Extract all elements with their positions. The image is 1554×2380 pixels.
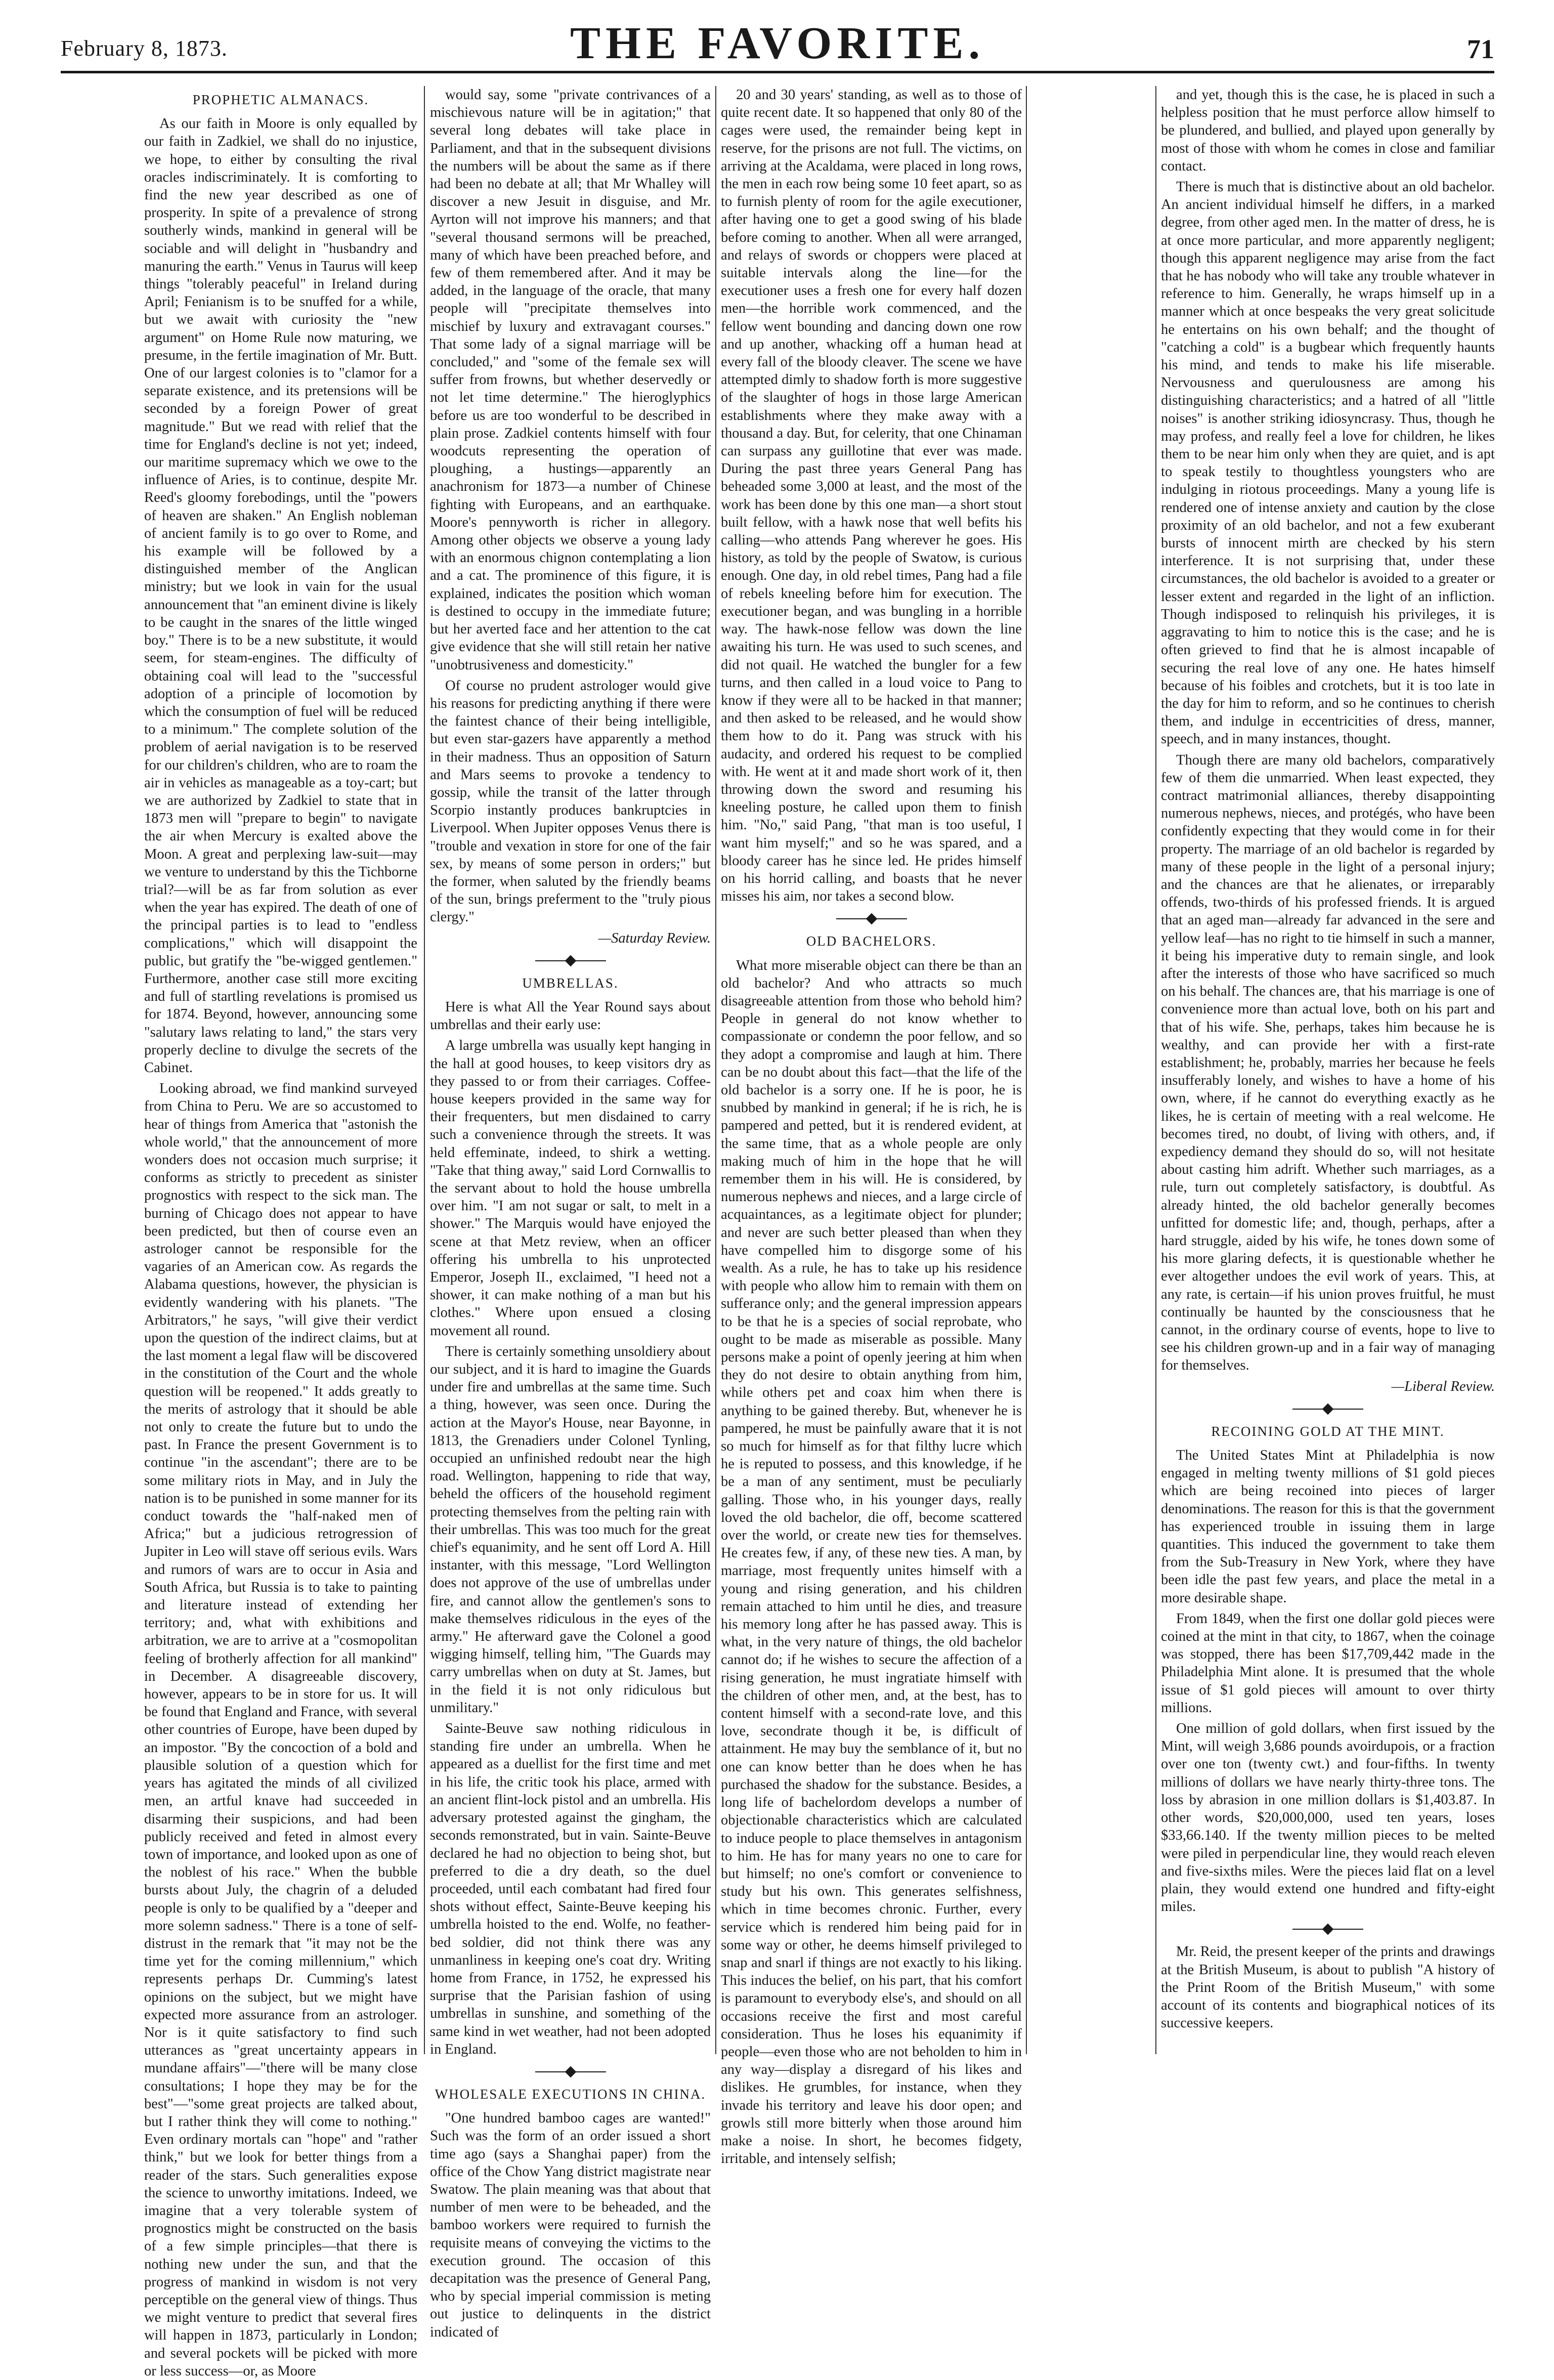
issue-date: February 8, 1873. xyxy=(61,36,228,61)
article-title-gold: RECOINING GOLD AT THE MINT. xyxy=(1211,1423,1445,1439)
paragraph: There is certainly something unsoldiery about our subject, and it is hard to imagine the Guards under fire and umbrellas at the same time. Such a thing, however, was seen once. During the action at the Mayor's House, near Bayonne, in 1813, the Grenadiers under Colonel Tynling, occupied an unfinished redoubt near the high road. Wellington, happening to ride that way, beheld the officers of the household regiment protecting themselves from the pelting rain with their umbrellas. This was too much for the great chief's equanimity, and he sent off Lord A. Hill instanter, with this message, "Lord Wellington does not approve of the use of umbrellas under fire, and cannot allow the gentlemen's sons to make themselves ridiculous in the eyes of the army." He afterward gave the Colonel a good wigging himself, telling him, "The Guards may carry umbrellas when on duty at St. James, but in the field it is not only ridiculous but unmilitary." xyxy=(430,1343,711,1716)
column-rule xyxy=(1026,86,1027,2054)
section-divider xyxy=(1292,1405,1363,1414)
column-3 xyxy=(721,86,1022,2167)
article-title-umbrellas: UMBRELLAS. xyxy=(522,975,619,991)
paragraph: "One hundred bamboo cages are wanted!" Such was the form of an order issued a short time ago (says a Shanghai paper) from the office of the Chow Yang district magistrate near Swatow. The plain meaning was that about that number of men were to be beheaded, and the bamboo workers were required to furnish the requisite means of conveying the victims to the execution ground. The occasion of this decapitation was the presence of General Pang, who by special imperial commission is meting out justice to delinquents in the district indicated of xyxy=(430,2110,711,2340)
column-rule xyxy=(715,86,716,2054)
article-title-executions: WHOLESALE EXECUTIONS IN CHINA. xyxy=(435,2086,706,2102)
paragraph: As our faith in Moore is only equalled by our faith in Zadkiel, we shall do no injustice, we hope, to either by consulting the rival oracles indiscriminately. It is comforting to find the new year described as one of prosperity. In spite of a prevalence of strong southerly winds, mankind in general will be sociable and will delight in "husbandry and manuring the earth." Venus in Taurus will keep things "tolerably peaceful" in Ireland during April; Fenianism is to be snuffed for a while, but we await with curiosity the "new argument" on Home Rule now maturing, we presume, in the fertile imagination of Mr. Butt. One of our largest colonies is to "clamor for a separate existence, and its pretensions will be seconded by a foreign Power of great magnitude." But we read with relief that the time for England's decline is not yet; indeed, our maritime supremacy which we owe to the influence of Aries, is to continue, despite Mr. Reed's gloomy forebodings, until the "powers of heaven are shaken." An English nobleman of ancient family is to go over to Rome, and his example will be followed by a distinguished member of the Anglican ministry; but we look in vain for the usual announcement that "an eminent divine is likely to be caught in the snares of the little winged boy." There is to be a new substitute, it would seem, for steam-engines. The difficulty of obtaining coal will lead to the "successful adoption of a principle of locomotion by which the consumption of fuel will be reduced to a minimum." The complete solution of the problem of aerial navigation is to be reserved for our children's children, who are to roam the air in vehicles as manageable as a toy-cart; but we are authorized by Zadkiel to state that in 1873 men will "prepare to begin" to navigate the air when Mercury is exalted above the Moon. A great and perplexing law-suit—may we venture to understand by this the Tichborne trial?—will be as far from solution as ever when the year has expired. The death of one of the principal parties is to lead to "endless complications," which will disappoint the public, but gratify the "be-wigged gentlemen." Furthermore, another case still more exciting and full of startling revelations is promised us for 1874. Beyond, however, announcing some "salutary laws relating to land," the stars very properly decline to divulge the secrets of the Cabinet. xyxy=(144,116,417,1076)
paragraph: Of course no prudent astrologer would give his reasons for predicting anything if there were the faintest chance of their being intelligible, but even star-gazers have apparently a method in their madness. Thus an opposition of Saturn and Mars seems to provoke a tendency to gossip, while the transit of the latter through Scorpio instantly produces bankruptcies in Liverpool. When Jupiter opposes Venus there is "trouble and vexation in store for one of the fair sex, by means of some person in orders;" but the former, when saluted by the friendly beams of the sun, brings preferment to the "truly pious clergy." xyxy=(430,677,711,925)
masthead-rule xyxy=(61,71,1494,73)
article-source: —Liberal Review. xyxy=(1391,1378,1495,1394)
paragraph: What more miserable object can there be than an old bachelor? And who attracts so much disagreeable attention from those who behold him? People in general do not know whether to compassionate or condemn the poor fellow, and so they adopt a compromise and laugh at him. There can be no doubt about this fact—that the life of the old bachelor is a sorry one. If he is poor, he is snubbed by mankind in general; if he is rich, he is pampered and petted, but it is rendered evident, at the same time, that as a whole people are only making much of him in the hope that he will remember them in his will. He is considered, by numerous nephews and nieces, and a large circle of acquaintances, as a legitimate object for plunder; and never are such better pleased than when they have compelled him to disgorge some of his wealth. As a rule, he has to take up his residence with people who allow him to remain with them on sufferance only; and the general impression appears to be that he is a species of social reprobate, who ought to be made as miserable as possible. Many persons make a point of openly jeering at him when they do not desire to obtain anything from him, while others pet and coax him when there is anything to be gained thereby. But, whenever he is pampered, he must be painfully aware that it is not so much for himself as for that filthy lucre which he is reputed to possess, and this knowledge, if he be a man of any sentiment, must be peculiarly galling. Those who, in his younger days, really loved the old bachelor, die off, become scattered over the world, or create new ties for themselves. He creates few, if any, of these new ties. A man, by marriage, most frequently unites himself with a young and rising generation, and his children remain attached to him until he dies, and treasure his memory long after he has passed away. This is what, in the very nature of things, the old bachelor cannot do; if he wishes to secure the affection of a rising generation, he must ingratiate himself with the children of other men, and, at the best, has to content himself with a second-rate love, and this love, secondrate though it be, is difficult of attainment. He may buy the semblance of it, but no one can know better than he does when he has purchased the shadow for the substance. Besides, a long life of bachelordom develops a number of objectionable characteristics which are calculated to induce people to place themselves in antagonism to him. He has for many years no one to care for but himself; no one's comfort or convenience to study but his own. This generates selfishness, which in time becomes chronic. Further, every service which is rendered him being paid for in some way or other, he deems himself privileged to snap and snarl if things are not exactly to his liking. This induces the belief, on his part, that his comfort is paramount to everybody else's, and should on all occasions receive the first and most careful consideration. Thus he loses his equanimity if people—even those who are not beholden to him in any way—display a disregard of his likes and dislikes. He grumbles, for instance, when they invade his territory and leave his door open; and growls still more bitterly when those around him make a noise. In short, he becomes fidgety, irritable, and intensely selfish; xyxy=(721,957,1022,2167)
article-title-almanacs: PROPHETIC ALMANACS. xyxy=(192,92,369,107)
paragraph: One million of gold dollars, when first issued by the Mint, will weigh 3,686 pounds avoirdupois, or a fraction over one ton (twenty cwt.) and four-fifths. In twenty millions of dollars we have nearly thirty-three tons. The loss by abrasion in one million dollars is $1,403.87. In other words, $20,000,000, used ten years, loses $33,66.140. If the twenty million pieces to be melted were piled in perpendicular line, they would reach eleven and five-sixths miles. Were the pieces laid flat on a level plain, they would extend one hundred and fifty-eight miles. xyxy=(1161,1721,1495,1915)
section-divider xyxy=(535,2067,606,2076)
column-4 xyxy=(1161,86,1495,2054)
column-rule xyxy=(424,86,425,2054)
paragraph: A large umbrella was usually kept hanging in the hall at good houses, to keep visitors dry as they passed to or from their carriages. Coffee-house keepers provided in the same way for their frequenters, but men disdained to carry such a convenience through the streets. It was held effeminate, indeed, to shirk a wetting. "Take that thing away," said Lord Cornwallis to the servant about to hold the house umbrella over him. "I am not sugar or salt, to melt in a shower." The Marquis would have enjoyed the scene at that Metz review, when an officer offering his umbrella to his unprotected Emperor, Joseph II., exclaimed, "I heed not a shower, it can make nothing of a man but his clothes." Where upon ensued a closing movement all round. xyxy=(430,1038,711,1339)
column-1 xyxy=(144,86,417,2379)
paragraph: Mr. Reid, the present keeper of the prints and drawings at the British Museum, is about to publish "A history of the Print Room of the British Museum," with some account of its contents and biographical notices of its successive keepers. xyxy=(1161,1944,1495,2031)
section-divider xyxy=(535,956,606,965)
masthead xyxy=(61,13,1494,68)
column-2 xyxy=(430,86,711,2340)
column-rule xyxy=(1155,86,1156,2054)
article-source: —Saturday Review. xyxy=(598,930,711,946)
paragraph: There is much that is distinctive about an old bachelor. An ancient individual himself he differs, in a marked degree, from other aged men. In the matter of dress, he is at once more particular, and more apparently negligent; though this apparent negligence may arise from the fact that he has nobody who will take any trouble whatever in reference to him. Generally, he wraps himself up in a manner which at once bespeaks the very great solicitude he entertains on his own behalf; and the thought of "catching a cold" is a bugbear which frequently haunts his mind, and tends to make his life miserable. Nervousness and querulousness are among his distinguishing characteristics; and a hatred of all "little noises" is another striking idiosyncrasy. Thus, though he may profess, and really feel a love for children, he likes them to be near him only when they are quiet, and is apt to speak testily to thoughtless youngsters who are indulging in riotous proceedings. Many a young life is rendered one of intense anxiety and caution by the close proximity of an old bachelor, and not a few exuberant bursts of innocent mirth are checked by his stern interference. It is not surprising that, under these circumstances, the old bachelor is avoided to a greater or lesser extent and regarded in the light of an infliction. Though indisposed to relinquish his privileges, it is aggravating to him to notice this is the case; and he is often grieved to find that he is almost incapable of securing the real love of any one. He hates himself because of his foibles and crotchets, but it is too late in the day for him to reform, and so he continues to cherish them, and indulge in eccentricities of dress, manner, speech, and in many instances, thought. xyxy=(1161,179,1495,747)
paragraph: From 1849, when the first one dollar gold pieces were coined at the mint in that city, to 1867, when the coinage was stopped, there has been $17,709,442 made in the Philadelphia Mint alone. It is presumed that the whole issue of $1 gold pieces will amount to over thirty millions. xyxy=(1161,1610,1495,1716)
paragraph: Though there are many old bachelors, comparatively few of them die unmarried. When least expected, they contract matrimonial alliances, thereby disappointing numerous nephews, nieces, and protégés, who have been confidently expecting that they would come in for their property. The marriage of an old bachelor is regarded by many of these people in the light of a personal injury; and the chances are that he alienates, or irreparably offends, two-thirds of his professed friends. It is argued that an aged man—already far advanced in the sere and yellow leaf—has no right to tie himself in such a manner, it being his imperative duty to remain single, and look after the interests of those who have sacrificed so much on his behalf. The chances are, that his marriage is one of convenience more than actual love, both on his part and that of his wife. She, perhaps, takes him because he is wealthy, and can provide her with a first-rate establishment; he, probably, marries her because he feels insufferably lonely, and wishes to have a home of his own, where, if he cannot do everything exactly as he likes, he is certain of meeting with a real welcome. He becomes tired, no doubt, of living with others, and, if expediency demand they should do so, will not hesitate about casting him adrift. Whether such marriages, as a rule, turn out completely satisfactory, is doubtful. As already hinted, the old bachelor generally becomes unfitted for domestic life; and, though, perhaps, after a hard struggle, aided by his wife, he tones down some of his more glaring defects, it is questionable whether he ever altogether undoes the evil work of years. This, at any rate, is certain—if his union proves fruitful, he must continually be haunted by the consciousness that he cannot, in the ordinary course of events, hope to live to see his children grown-up and in a fair way of managing for themselves. xyxy=(1161,752,1495,1374)
newspaper-title: THE FAVORITE. xyxy=(570,18,985,68)
section-divider xyxy=(836,914,907,923)
paragraph: 20 and 30 years' standing, as well as to those of quite recent date. It so happened that only 80 of the cages were used, the remainder being kept in reserve, for the prisons are not full. The victims, on arriving at the Acaldama, were placed in long rows, the men in each row being some 10 feet apart, so as to furnish plenty of room for the agile executioner, after having one to get a good swing of his blade before coming to another. When all were arranged, and relays of swords or choppers were placed at suitable intervals along the line—for the executioner uses a fresh one for every half dozen men—the horrible work commenced, and the fellow went bounding and dancing down one row and up another, whacking off a human head at every fall of the bloody cleaver. The scene we have attempted dimly to shadow forth is more suggestive of the slaughter of hogs in those large American establishments where they make away with a thousand a day. But, for celerity, that one Chinaman can surpass any guillotine that ever was made. During the past three years General Pang has beheaded some 3,000 at least, and the most of the work has been done by this one man—a short stout built fellow, with a hawk nose that well befits his calling—who attends Pang wherever he goes. His history, as told by the people of Swatow, is curious enough. One day, in old rebel times, Pang had a file of rebels kneeling before him for execution. The executioner began, and was bungling in a horrible way. The hawk-nose fellow was down the line awaiting his turn. He was used to such scenes, and did not quail. He watched the bungler for a few turns, and then called in a loud voice to Pang to know if they were all to be hacked in that manner; and then asked to be released, and he would show them how to do it. Pang was struck with his audacity, and ordered his request to be complied with. He went at it and made short work of it, then throwing down the sword and resuming his kneeling posture, he called upon them to finish him. "No," said Pang, "that man is too useful, I want him myself;" and so he was spared, and a bloody career has he since led. He prides himself on his horrid calling, and boasts that he never misses his aim, nor takes a second blow. xyxy=(721,87,1022,905)
paragraph: Here is what All the Year Round says about umbrellas and their early use: xyxy=(430,999,711,1033)
paragraph: would say, some "private contrivances of a mischievous nature will be in agitation;" that several long debates will take place in Parliament, and that in the subsequent divisions the numbers will be about the same as if there had been no debate at all; that Mr Whalley will discover a new Jesuit in disguise, and Mr. Ayrton will not improve his manners; and that "several thousand sermons will be preached, many of which have been preached before, and few of them remembered after. And it may be added, in the language of the oracle, that many people will "precipitate themselves into mischief by luxury and extravagant courses." That some lady of a signal marriage will be concluded," and "some of the female sex will suffer from frowns, but whether deservedly or not let time determine." The hieroglyphics before us are too wonderful to be described in plain prose. Zadkiel contents himself with four woodcuts representing the operation of ploughing, a hustings—apparently an anachronism for 1873—a number of Chinese fighting with Europeans, and an earthquake. Moore's pennyworth is richer in allegory. Among other objects we observe a young lady with an enormous chignon contemplating a lion and a cat. The prominence of this figure, it is explained, indicates the position which woman is destined to occupy in the immediate future; but her averted face and her attention to the cat give evidence that she will still retain her native "unobtrusiveness and domesticity." xyxy=(430,87,711,673)
article-title-bachelors: OLD BACHELORS. xyxy=(806,933,937,949)
section-divider xyxy=(1292,1925,1363,1934)
paragraph: Looking abroad, we find mankind surveyed from China to Peru. We are so accustomed to hear of things from America that "astonish the whole world," that the announcement of more wonders does not occasion much surprise; it conforms as strictly to precedent as sinister prognostics with respect to the sick man. The burning of Chicago does not appear to have been predicted, but then of course even an astrologer cannot be responsible for the vagaries of an American cow. As regards the Alabama questions, however, the physician is evidently wandering with his planets. "The Arbitrators," he says, "will give their verdict upon the question of the indirect claims, but at the last moment a legal flaw will be discovered in the constitution of the Court and the whole question will be reopened." It adds greatly to the merits of astrology that it should be able not only to create the future but to undo the past. In France the present Government is to continue "in the ascendant"; there are to be some military riots in May, and in July the nation is to be punished in some manner for its conduct towards the "half-naked men of Africa;" but a judicious retrogression of Jupiter in Leo will stave off serious evils. Wars and rumors of wars are to occur in Asia and South Africa, but Russia is to take to painting and literature instead of extending her territory; and, what with exhibitions and arbitration, we are to arrive at a "cosmopolitan feeling of brotherly affection for all mankind" in December. A disagreeable discovery, however, appears to be in store for us. It will be found that England and France, with several other countries of Europe, have been duped by an impostor. "By the concoction of a bold and plausible solution of a question which for years has agitated the minds of all civilized men, an artful knave had succeeded in disarming their suspicions, and had been publicly received and feted in almost every town of importance, and looked upon as one of the noblest of his race." When the bubble bursts about July, the chagrin of a deluded people is only to be qualified by a "deeper and more solemn sadness." There is a tone of self-distrust in the remark that "it may not be the time yet for the coming millennium," which represents perhaps Dr. Cumming's latest opinions on the subject, but we might have expected more assurance from an astrologer. Nor is it quite satisfactory to find such utterances as "great uncertainty appears in mundane affairs"—"there will be many close consultations; I hope they may be for the best"—"some great projects are talked about, but I rather think they will come to nothing." Even ordinary mortals can "hope" and "rather think," but we look for better things from a reader of the stars. Such generalities expose the science to unworthy imitations. Indeed, we imagine that a very tolerable system of prognostics might be constructed on the basis of a few simple principles—that there is nothing new under the sun, and that the progress of mankind in wisdom is not very perceptible on the general view of things. Thus we might venture to predict that several fires will happen in 1873, particularly in London; and several pockets will be picked with more or less success—or, as Moore xyxy=(144,1081,417,2379)
page-number: 71 xyxy=(1467,34,1494,64)
paragraph: The United States Mint at Philadelphia is now engaged in melting twenty millions of $1 gold pieces which are being recoined into pieces of larger denominations. The reason for this is that the government has experienced trouble in issuing them in large quantities. This induced the government to take them from the Sub-Treasury in New York, where they have been idle the past few years, and place the metal in a more desirable shape. xyxy=(1161,1448,1495,1606)
paragraph: and yet, though this is the case, he is placed in such a helpless position that he must perforce allow himself to be plundered, and bullied, and played upon generally by most of those with whom he comes in close and familiar contact. xyxy=(1161,87,1495,174)
paragraph: Sainte-Beuve saw nothing ridiculous in standing fire under an umbrella. When he appeared as a duellist for the first time and met in his life, the critic took his place, armed with an ancient flint-lock pistol and an umbrella. His adversary protested against the gingham, the seconds remonstrated, but in vain. Sainte-Beuve declared he had no objection to being shot, but preferred to die a dry death, so the duel proceeded, until each combatant had fired four shots without effect, Sainte-Beuve keeping his umbrella hoisted to the end. Wolfe, no feather-bed soldier, did not think there was any unmanliness in keeping one's coat dry. Writing home from France, in 1752, he expressed his surprise that the Parisian fashion of using umbrellas in sunshine, and something of the same kind in wet weather, had not been adopted in England. xyxy=(430,1721,711,2057)
